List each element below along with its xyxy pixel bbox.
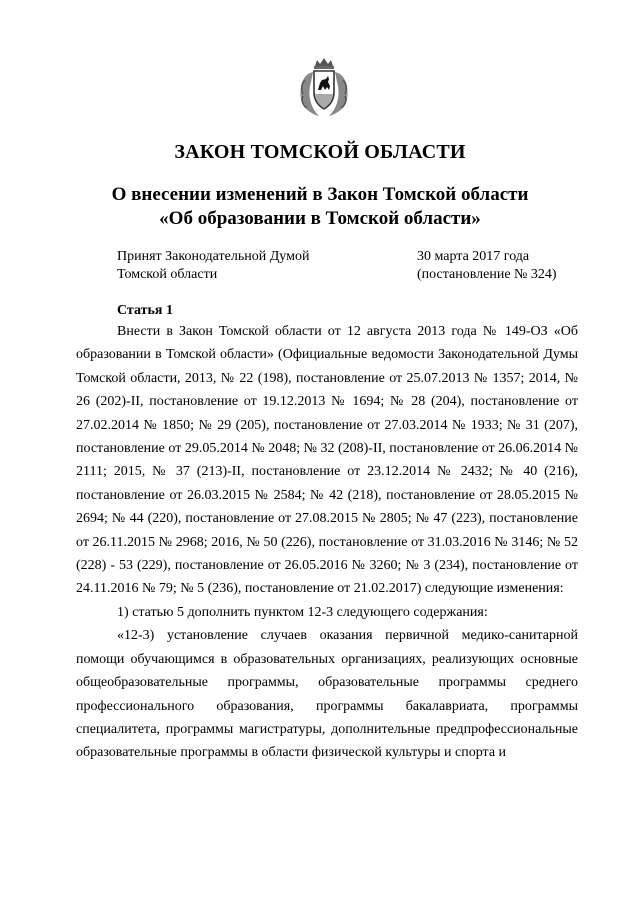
subtitle-line-2: «Об образовании в Томской области» <box>159 208 481 229</box>
adopted-by-line-2: Томской области <box>117 267 218 282</box>
adopted-by <box>117 248 377 284</box>
adoption-date: 30 марта 2017 года <box>417 249 530 264</box>
article-heading: Статья 1 <box>117 303 173 318</box>
body-paragraph: Внести в Закон Томской области от 12 августа 2013 года № 149-ОЗ «Об образовании в Томской области» (Официальные ведомости Законодательной Думы Томской области, 2013, № 22 (198), постановление от 25.07.2013 № 1357; 2014, № 26 (202)-II, постановление от 19.12.2013 № 1694; № 28 (204), постановление от 27.02.2014 № 1850; № 29 (205), постановление от 27.03.2014 № 1933; № 31 (207), постановление от 29.05.2014 № 2048; № 32 (208)-II, постановление от 26.06.2014 № 2111; 2015, № 37 (213)-II, постановление от 23.12.2014 № 2432; № 40 (216), постановление от 26.03.2015 № 2584; № 42 (218), постановление от 28.05.2015 № 2694; № 44 (220), постановление от 27.08.2015 № 2805; № 47 (223), постановление от 26.11.2015 № 2968; 2016, № 50 (226), постановление от 31.03.2016 № 3146; № 52 (228) - 53 (229), постановление от 26.05.2016 № 3260; № 3 (234), постановление от 24.11.2016 № 79; № 5 (236), постановление от 21.02.2017) следующие изменения: <box>76 324 578 597</box>
law-subtitle <box>0 183 640 231</box>
adoption-details <box>417 248 607 284</box>
subtitle-line-1: О внесении изменений в Закон Томской области <box>111 184 529 205</box>
article-body <box>76 320 578 765</box>
coat-of-arms-icon <box>293 56 355 118</box>
law-title: ЗАКОН ТОМСКОЙ ОБЛАСТИ <box>174 141 466 163</box>
adopted-by-line-1: Принят Законодательной Думой <box>117 249 310 264</box>
body-paragraph: «12-3) установление случаев оказания первичной медико-санитарной помощи обучающимся в образовательных организациях, реализующих основные общеобразовательные программы, образовательные программы среднего профессионального образования, программы бакалавриата, программы специалитета, программы магистратуры, дополнительные предпрофессиональные образовательные программы в области физической культуры и спорта и <box>76 628 578 761</box>
resolution-number: (постановление № 324) <box>417 267 557 282</box>
body-paragraph: 1) статью 5 дополнить пунктом 12-3 следующего содержания: <box>117 604 488 620</box>
